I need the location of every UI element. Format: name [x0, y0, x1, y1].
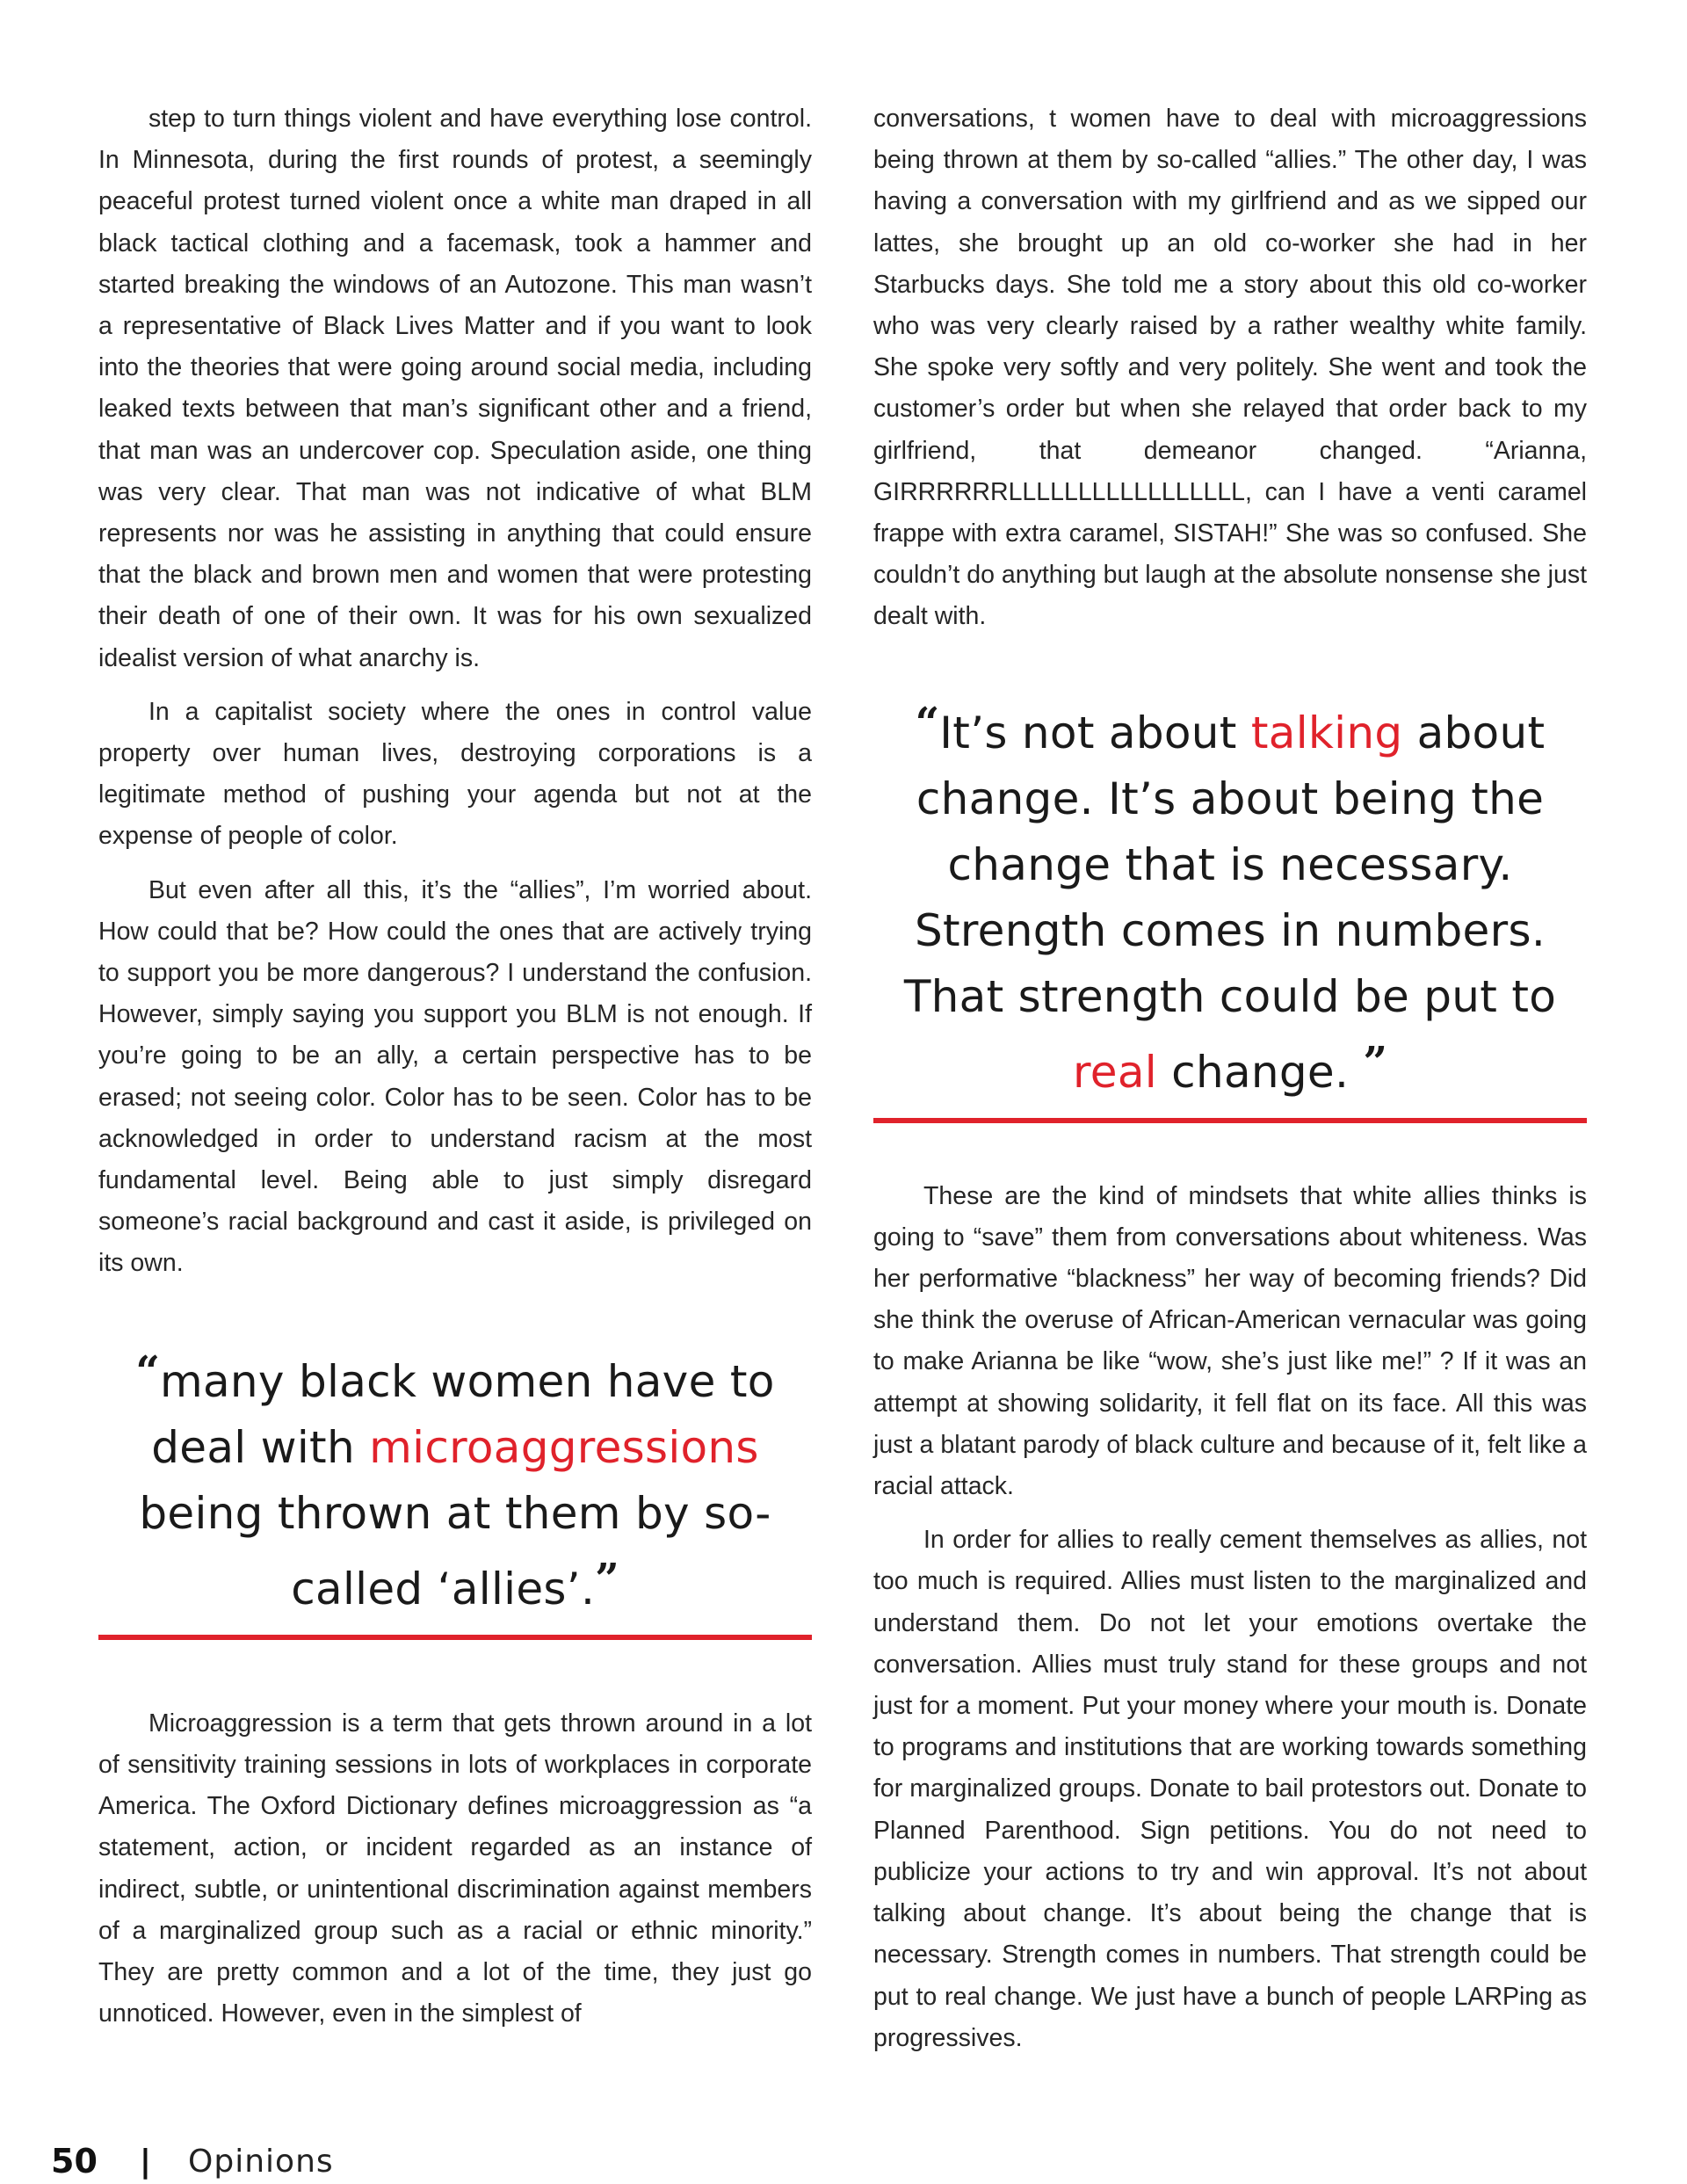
section-name: Opinions [188, 2143, 334, 2180]
pull-quote-text: being thrown at them by so-called ‘allies’. [139, 1487, 771, 1614]
footer-separator: | [139, 2143, 152, 2180]
pull-quote [873, 691, 1587, 1123]
pull-quote-highlight: real [1073, 1046, 1157, 1098]
body-paragraph: But even after all this, it’s the “allies”, I’m worried about. How could that be? How could the ones that are actively trying to support you be more dangerous? I understand the confusion. However, simply saying you support you BLM is not enough. If you’re going to be an ally, a certain perspective has to be erased; not seeing color. Color has to be seen. Color has to be acknowledged in order to understand racism at the most fundamental level. Being able to just simply disregard someone’s racial background and cast it aside, is privileged on its own. [98, 875, 812, 1278]
pull-quote-text: many black women have to deal with [151, 1355, 775, 1473]
close-quote-mark: ” [595, 1554, 619, 1604]
body-paragraph: These are the kind of mindsets that white allies thinks is going to “save” them from conversations about whiteness. Was her performative “blackness” her way of becoming friends? Did she think the overuse of African-American vernacular was going to make Arianna be like “wow, she’s just like me!” ? If it was an attempt at showing solidarity, it fell flat on its face. All this was just a blatant parody of black culture and because of it, felt like a racial attack. [873, 1181, 1587, 1501]
body-paragraph: conversations, t women have to deal with microaggressions being thrown at them by so-called “allies.” The other day, I was having a conversation with my girlfriend and as we sipped our lattes, she brought up an old co-worker she had in her Starbucks days. She told me a story about this old co-worker who was very clearly raised by a rather wealthy white family. She spoke very softly and very politely. She went and took the customer’s order but when she relayed that order back to my girlfriend, that demeanor changed. “Arianna, GIRRRRRRLLLLLLLLLLLLLLLLL, can I have a venti caramel frappe with extra caramel, SISTAH!” She was so confused. She couldn’t do anything but laugh at the absolute nonsense she just dealt with. [873, 105, 1587, 631]
open-quote-mark: “ [915, 698, 940, 748]
page-footer [51, 2139, 334, 2183]
page-number: 50 [51, 2142, 98, 2180]
pull-quote-text: about change. It’s about being the change that is necessary. Strength comes in numbers. That strength could be put to [903, 707, 1557, 1022]
pull-quote-highlight: talking [1250, 707, 1403, 758]
right-column [873, 98, 1587, 2072]
body-paragraph: In order for allies to really cement themselves as allies, not too much is required. Allies must listen to the marginalized and understand them. Do not let your emotions overtake the conversation. Allies must truly stand for these groups and not just for a moment. Put your money where your mouth is. Donate to programs and institutions that are working towards something for marginalized groups. Donate to bail protestors out. Donate to Planned Parenthood. Sign petitions. You do not need to publicize your actions to try and win approval. It’s not about talking about change. It’s about being the change that is necessary. Strength comes in numbers. That strength could be put to real change. We just have a bunch of people LARPing as progressives. [873, 1526, 1587, 2052]
close-quote-mark: ” [1363, 1037, 1387, 1087]
pull-quote-highlight: microaggressions [369, 1421, 759, 1473]
open-quote-mark: “ [135, 1346, 160, 1397]
pull-quote-text: change. [1156, 1046, 1364, 1098]
pull-quote [98, 1339, 812, 1640]
pull-quote-text: It’s not about [939, 707, 1251, 758]
body-paragraph: In a capitalist society where the ones in control value property over human lives, destroying corporations is a legitimate method of pushing your agenda but not at the expense of people of color. [98, 697, 812, 851]
body-paragraph: step to turn things violent and have everything lose control. In Minnesota, during the first rounds of protest, a seemingly peaceful protest turned violent once a white man draped in all black tactical clothing and a facemask, took a hammer and started breaking the windows of an Autozone. This man wasn’t a representative of Black Lives Matter and if you want to look into the theories that were going around social media, including leaked texts between that man’s significant other and a friend, that man was an undercover cop. Speculation aside, one thing was very clear. That man was not indicative of what BLM represents nor was he assisting in anything that could ensure that the black and brown men and women that were protesting their death of one of their own. It was for his own sexualized idealist version of what anarchy is. [98, 105, 812, 672]
body-paragraph: Microaggression is a term that gets thrown around in a lot of sensitivity training sessions in lots of workplaces in corporate America. The Oxford Dictionary defines microaggression as “a statement, action, or incident regarded as an instance of indirect, subtle, or unintentional discrimination against members of a marginalized group such as a racial or ethnic minority.” They are pretty common and a lot of the time, they just go unnoticed. However, even in the simplest of [98, 1709, 812, 2028]
left-column [98, 98, 812, 2047]
